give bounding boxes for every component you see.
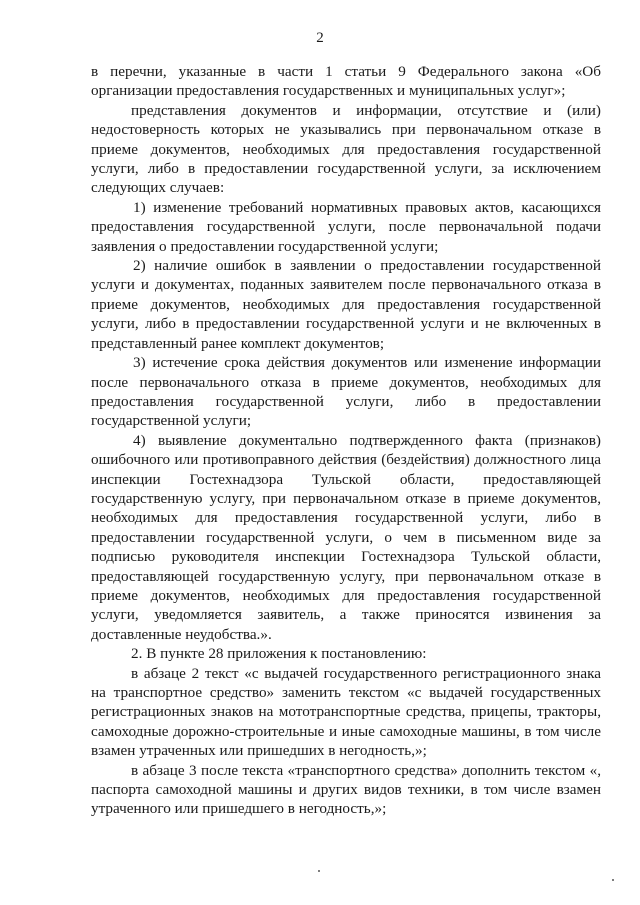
paragraph-abzac-2: в абзаце 2 текст «с выдачей государственного регистрационного знака на транспортное средство» заменить текстом «с выдачей государственных регистрационных знаков на мототранспортные средства, прицепы, тракторы, самоходные дорожно-строительные и иные самоходные машины, в том числе взамен утраченных или пришедших в негодность,»;: [91, 664, 601, 760]
exception-item-3: 3) истечение срока действия документов или изменение информации после первоначального отказа в приеме документов, необходимых для предоставления государственной услуги, либо в предоставлении государственной услуги;: [91, 354, 601, 430]
exception-item-2: 2) наличие ошибок в заявлении о предоставлении государственной услуги и документах, поданных заявителем после первоначального отказа в приеме документов, необходимых для предоставления государственной услуги, либо в предоставлении государственной услуги и не включенных в представленный ранее комплект документов;: [91, 257, 601, 352]
paragraph-documents: представления документов и информации, отсутствие и (или) недостоверность которых не указывались при первоначальном отказе в приеме документов, необходимых для предоставления государственной услуги, либо в предоставлении государственной услуги, за исключением следующих случаев:: [91, 101, 601, 197]
exception-item-1: 1) изменение требований нормативных правовых актов, касающихся предоставления государственной услуги, после первоначальной подачи заявления о предоставлении государственной услуги;: [91, 198, 601, 255]
page-number: 2: [316, 30, 324, 46]
scan-speck: [612, 879, 614, 881]
document-body: [91, 62, 601, 819]
paragraph-abzac-3: в абзаце 3 после текста «транспортного средства» дополнить текстом «, паспорта самоходной машины и других видов техники, в том числе взамен утраченного или пришедшего в негодность,»;: [91, 761, 601, 818]
exception-item-4: 4) выявление документально подтвержденного факта (признаков) ошибочного или противоправного действия (бездействия) должностного лица инспекции Гостехнадзора Тульской области, предоставляющей государственную услугу, при первоначальном отказе в приеме документов, необходимых для предоставления государственной услуги, либо в предоставлении государственной услуги, о чем в письменном виде за подписью руководителя инспекции Гостехнадзора Тульской области, предоставляющей государственную услугу, при первоначальном отказе в приеме документов, необходимых для предоставления государственной услуги, уведомляется заявитель, а также приносятся извинения за доставленные неудобства.».: [91, 431, 601, 643]
clause-2-heading: 2. В пункте 28 приложения к постановлению:: [131, 645, 427, 663]
paragraph-continuation: в перечни, указанные в части 1 статьи 9 Федерального закона «Об организации предоставления государственных и муниципальных услуг»;: [91, 63, 601, 100]
scan-speck: [318, 870, 320, 872]
